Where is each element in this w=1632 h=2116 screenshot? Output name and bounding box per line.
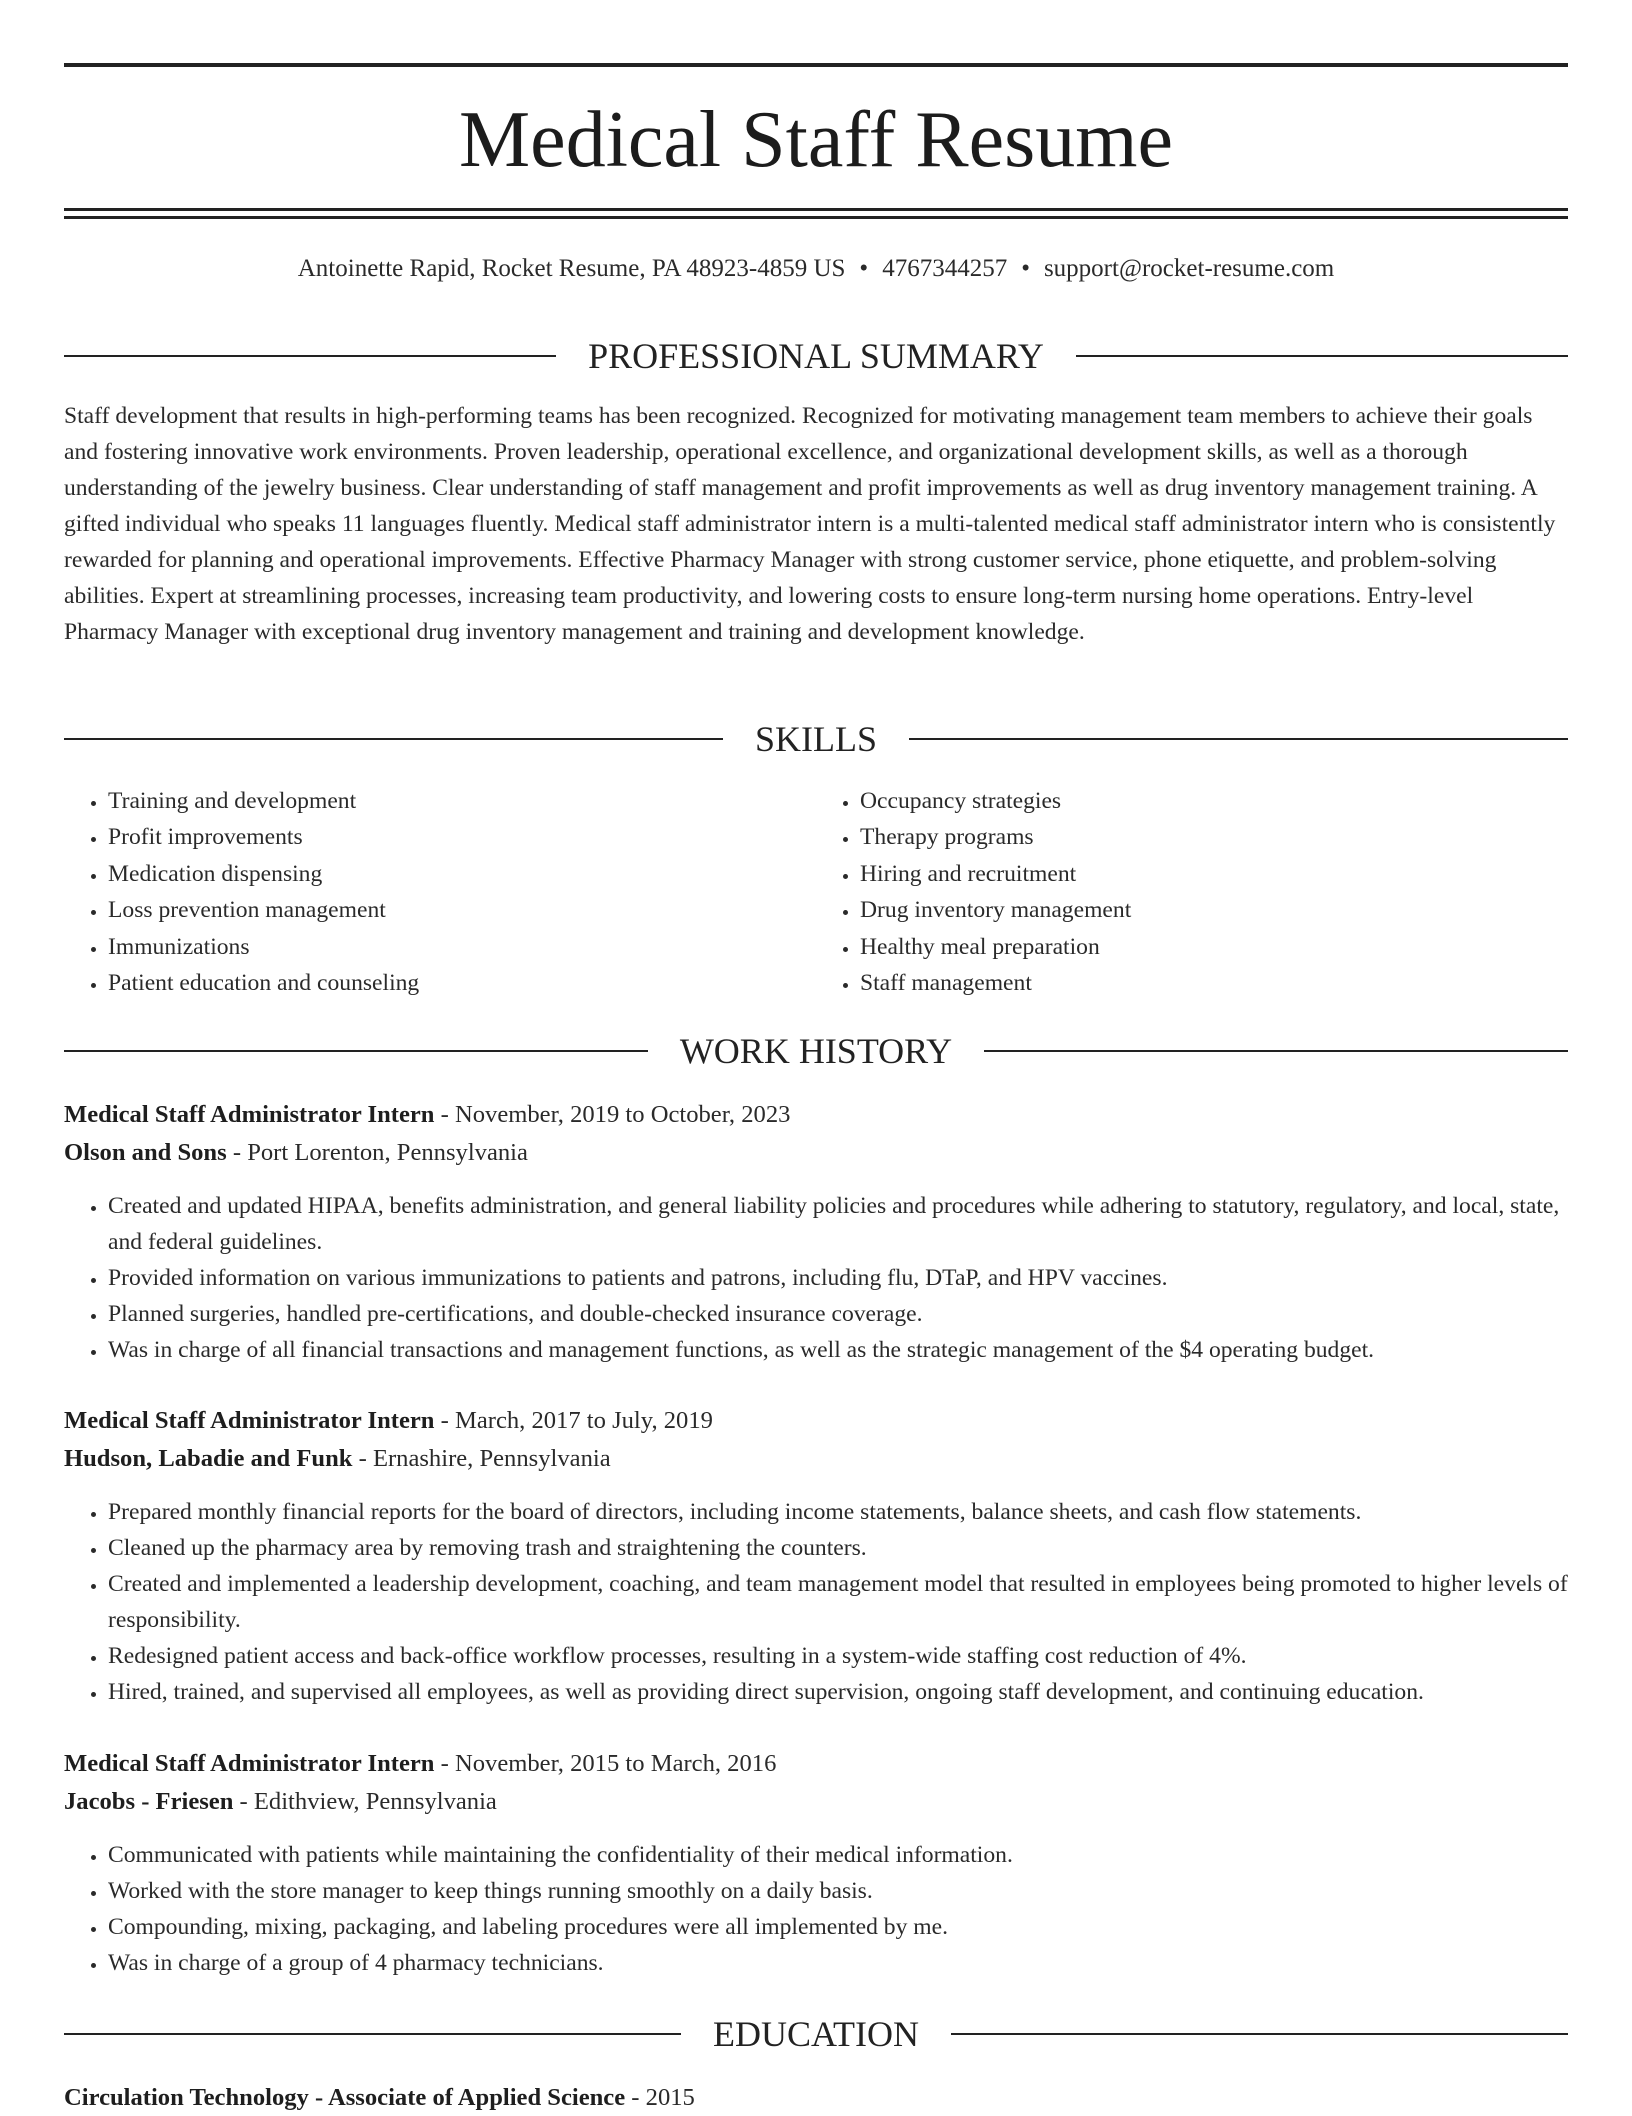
section-rule-right <box>984 1050 1568 1052</box>
education-entry: Circulation Technology - Associate of Applied Science - 2015 <box>64 2084 695 2111</box>
skill-item: • Profit improvements <box>108 819 816 855</box>
job-company: Jacobs - Friesen <box>64 1788 234 1815</box>
skill-item: • Drug inventory management <box>860 892 1568 928</box>
contact-phone: 4767344257 <box>882 255 1008 282</box>
skill-item: • Hiring and recruitment <box>860 856 1568 892</box>
contact-address: Antoinette Rapid, Rocket Resume, PA 48923-4859 US <box>297 255 846 282</box>
job-bullets <box>64 1494 1568 1710</box>
work-heading-row <box>64 1031 1568 1071</box>
education-year: 2015 <box>645 2084 695 2111</box>
job-entry <box>64 1402 1568 1710</box>
work-heading: WORK HISTORY <box>679 1031 953 1071</box>
education-heading: EDUCATION <box>713 2014 919 2054</box>
job-location: Ernashire, Pennsylvania <box>372 1445 611 1472</box>
job-bullet: • Hired, trained, and supervised all employees, as well as providing direct supervision, ongoing staff development, and continuing education. <box>108 1674 1568 1710</box>
skill-item: • Healthy meal preparation <box>860 929 1568 965</box>
section-rule-right <box>951 2033 1568 2035</box>
job-title: Medical Staff Administrator Intern <box>64 1750 435 1777</box>
job-title-line: Medical Staff Administrator Intern - March, 2017 to July, 2019 <box>64 1407 713 1434</box>
job-bullet: • Was in charge of all financial transactions and management functions, as well as the strategic management of the $4 operating budget. <box>108 1332 1568 1368</box>
skill-item: • Therapy programs <box>860 819 1568 855</box>
job-dates: March, 2017 to July, 2019 <box>454 1407 713 1434</box>
skills-heading-row <box>64 719 1568 759</box>
job-title: Medical Staff Administrator Intern <box>64 1407 435 1434</box>
job-bullet: • Redesigned patient access and back-office workflow processes, resulting in a system-wide staffing cost reduction of 4%. <box>108 1638 1568 1674</box>
section-rule-left <box>64 1050 648 1052</box>
skill-item: • Occupancy strategies <box>860 783 1568 819</box>
title-double-rule-lower <box>64 216 1568 219</box>
job-title: Medical Staff Administrator Intern <box>64 1101 435 1128</box>
job-bullet: • Created and implemented a leadership development, coaching, and team management model that resulted in employees being promoted to higher levels of responsibility. <box>108 1566 1568 1638</box>
top-rule <box>64 63 1568 67</box>
job-entry <box>64 1096 1568 1368</box>
job-bullet: • Prepared monthly financial reports for the board of directors, including income statements, balance sheets, and cash flow statements. <box>108 1494 1568 1530</box>
skill-item: • Patient education and counseling <box>108 965 816 1001</box>
job-dates: November, 2015 to March, 2016 <box>454 1750 777 1777</box>
contact-email[interactable]: support@rocket-resume.com <box>1043 255 1335 282</box>
job-company-line: Hudson, Labadie and Funk - Ernashire, Pennsylvania <box>64 1445 611 1472</box>
skills-heading: SKILLS <box>755 719 878 759</box>
skills-column-right <box>816 783 1568 1001</box>
job-bullet: • Cleaned up the pharmacy area by removing trash and straightening the counters. <box>108 1530 1568 1566</box>
section-rule-left <box>64 355 556 357</box>
title-double-rule-upper <box>64 208 1568 211</box>
job-bullet: • Planned surgeries, handled pre-certifications, and double-checked insurance coverage. <box>108 1296 1568 1332</box>
job-bullet: • Worked with the store manager to keep things running smoothly on a daily basis. <box>108 1873 1568 1909</box>
summary-heading-row <box>64 336 1568 376</box>
job-entry <box>64 1745 1568 1981</box>
section-rule-left <box>64 738 723 740</box>
resume-title: Medical Staff Resume <box>459 96 1173 184</box>
job-bullets <box>64 1837 1568 1981</box>
job-dates: November, 2019 to October, 2023 <box>454 1101 791 1128</box>
skill-item: • Loss prevention management <box>108 892 816 928</box>
section-rule-right <box>1076 355 1568 357</box>
job-bullets <box>64 1188 1568 1368</box>
skill-item: • Staff management <box>860 965 1568 1001</box>
skill-item: • Immunizations <box>108 929 816 965</box>
job-company-line: Olson and Sons - Port Lorenton, Pennsylvania <box>64 1139 528 1166</box>
education-degree: Circulation Technology - Associate of Applied Science <box>64 2084 626 2111</box>
section-rule-left <box>64 2033 681 2035</box>
job-location: Edithview, Pennsylvania <box>253 1788 497 1815</box>
skill-item: • Training and development <box>108 783 816 819</box>
skills-list <box>64 783 1568 1001</box>
job-bullet: • Compounding, mixing, packaging, and labeling procedures were all implemented by me. <box>108 1909 1568 1945</box>
job-bullet: • Provided information on various immunizations to patients and patrons, including flu, DTaP, and HPV vaccines. <box>108 1260 1568 1296</box>
job-bullet: • Was in charge of a group of 4 pharmacy technicians. <box>108 1945 1568 1981</box>
contact-separator: • <box>859 255 869 282</box>
skill-item: • Medication dispensing <box>108 856 816 892</box>
job-location: Port Lorenton, Pennsylvania <box>247 1139 528 1166</box>
section-rule-right <box>909 738 1568 740</box>
skills-column-left <box>64 783 816 1001</box>
summary-text: Staff development that results in high-performing teams has been recognized. Recognized for motivating management team members to achieve their goals and fostering innovative work environments. Proven leadership, operational excellence, and organizational development skills, as well as a thorough understanding of the jewelry business. Clear understanding of staff management and profit improvements as well as drug inventory management training. A gifted individual who speaks 11 languages fluently. Medical staff administrator intern is a multi-talented medical staff administrator intern who is consistently rewarded for planning and operational improvements. Effective Pharmacy Manager with strong customer service, phone etiquette, and problem-solving abilities. Expert at streamlining processes, increasing team productivity, and lowering costs to ensure long-term nursing home operations. Entry-level Pharmacy Manager with exceptional drug inventory management and training and development knowledge. <box>64 403 1556 645</box>
job-title-line: Medical Staff Administrator Intern - November, 2019 to October, 2023 <box>64 1101 791 1128</box>
job-company-line: Jacobs - Friesen - Edithview, Pennsylvania <box>64 1788 497 1815</box>
education-heading-row <box>64 2014 1568 2054</box>
summary-heading: PROFESSIONAL SUMMARY <box>588 336 1044 376</box>
job-title-line: Medical Staff Administrator Intern - November, 2015 to March, 2016 <box>64 1750 777 1777</box>
job-company: Hudson, Labadie and Funk <box>64 1445 353 1472</box>
contact-line <box>64 252 1568 286</box>
job-bullet: • Communicated with patients while maintaining the confidentiality of their medical information. <box>108 1837 1568 1873</box>
job-bullet: • Created and updated HIPAA, benefits administration, and general liability policies and procedures while adhering to statutory, regulatory, and local, state, and federal guidelines. <box>108 1188 1568 1260</box>
contact-separator: • <box>1021 255 1030 282</box>
job-company: Olson and Sons <box>64 1139 227 1166</box>
